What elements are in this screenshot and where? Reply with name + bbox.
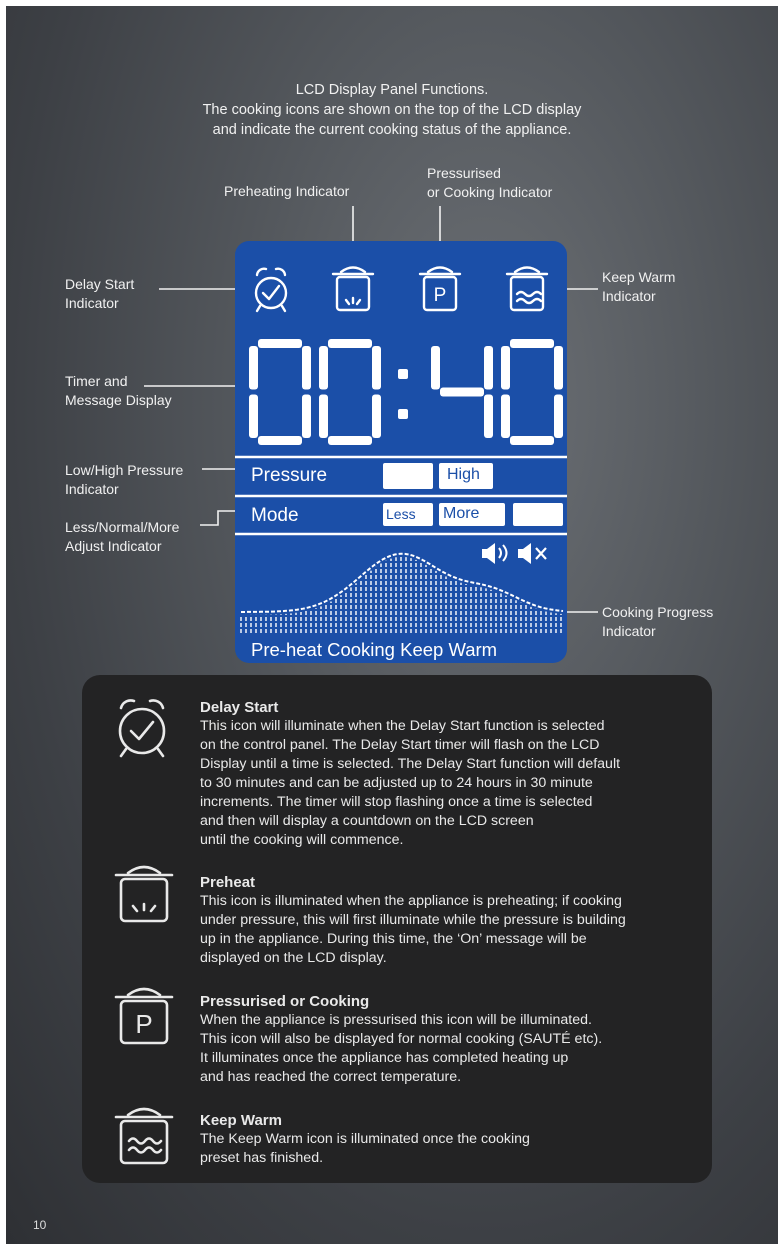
lcd-segment xyxy=(554,395,563,439)
delay-start-icon xyxy=(112,695,172,761)
callout-preheating-line: Preheating Indicator xyxy=(224,183,350,199)
entry-line: This icon will illuminate when the Delay Start function is selected xyxy=(200,718,605,734)
lcd-alarm-clock-icon xyxy=(256,269,286,311)
lcd-pressure-label: Pressure xyxy=(251,465,328,486)
callout-timer-line: Timer and xyxy=(65,373,128,389)
callout-progress-line: Indicator xyxy=(602,623,656,639)
entry-text xyxy=(200,1011,700,1087)
intro-line: and indicate the current cooking status of the appliance. xyxy=(212,122,572,138)
lcd-keep-warm-pot-icon xyxy=(507,268,547,311)
entry-line: under pressure, this will first illuminate while the pressure is building xyxy=(200,912,626,928)
callout-progress-line: Cooking Progress xyxy=(602,604,714,620)
lcd-segment xyxy=(501,395,510,439)
lcd-segment xyxy=(319,395,328,439)
lcd-segment xyxy=(319,346,328,390)
entry-pressurised xyxy=(200,992,700,1087)
callout-pressurised xyxy=(427,164,552,202)
lcd-mode-extra-box xyxy=(513,503,563,526)
lcd-segment xyxy=(501,346,510,390)
lcd-progress-graph xyxy=(241,554,563,633)
lcd-segment xyxy=(372,395,381,439)
lcd-progress-label: Pre-heat Cooking Keep Warm xyxy=(251,639,498,660)
lcd-digits xyxy=(249,339,563,445)
lcd-segment xyxy=(249,346,258,390)
lcd-segment xyxy=(258,436,302,445)
entry-line: on the control panel. The Delay Start timer will flash on the LCD xyxy=(200,737,600,753)
lcd-segment xyxy=(510,339,554,348)
entry-line: to 30 minutes and can be adjusted up to 24 hours in 30 minute xyxy=(200,775,593,791)
entry-line: up in the appliance. During this time, the ‘On’ message will be xyxy=(200,931,587,947)
entry-preheat xyxy=(200,873,700,968)
svg-text:P: P xyxy=(135,1009,153,1039)
lcd-panel xyxy=(235,241,567,663)
callout-pressurised-line: Pressurised xyxy=(427,165,501,181)
lcd-preheat-pot-icon xyxy=(333,268,373,311)
lcd-segment xyxy=(258,339,302,348)
lcd-segment xyxy=(302,395,311,439)
callout-timer-line: Message Display xyxy=(65,392,172,408)
callout-delay-start xyxy=(65,275,134,313)
lcd-segment xyxy=(302,346,311,390)
callout-timer xyxy=(65,372,172,410)
callout-pressurised-line: or Cooking Indicator xyxy=(427,184,553,200)
entry-title: Preheat xyxy=(200,874,256,891)
intro-text xyxy=(6,80,778,140)
leader-line-adjust xyxy=(200,511,238,525)
manual-page xyxy=(6,6,778,1244)
entry-line: Display until a time is selected. The Delay Start function will default xyxy=(200,756,621,772)
lcd-pressure-high-box: High xyxy=(439,463,493,489)
callout-pressure-line: Low/High Pressure xyxy=(65,462,184,478)
entry-line: increments. The timer will stop flashing once a time is selected xyxy=(200,794,593,810)
entry-text xyxy=(200,717,700,850)
entry-line: This icon is illuminated when the appliance is preheating; if cooking xyxy=(200,893,622,909)
intro-line: LCD Display Panel Functions. xyxy=(295,82,489,98)
pressurised-icon xyxy=(112,985,176,1047)
callout-progress xyxy=(602,603,713,641)
icon-descriptions-panel xyxy=(82,675,712,1183)
lcd-mode-more-box: More xyxy=(439,503,505,526)
callout-pressure-line: Indicator xyxy=(65,481,119,497)
lcd-segment xyxy=(554,346,563,390)
callout-keep-warm xyxy=(602,268,675,306)
lcd-sound-on-waves xyxy=(499,545,507,561)
lcd-segment xyxy=(328,339,372,348)
lcd-progress-outline xyxy=(241,554,563,612)
lcd-sound-on-icon xyxy=(482,543,495,564)
keep-warm-icon xyxy=(112,1105,176,1167)
lcd-mode-label: Mode xyxy=(251,505,299,526)
entry-text xyxy=(200,892,700,968)
entry-line: The Keep Warm icon is illuminated once the cooking xyxy=(200,1131,530,1147)
entry-line: When the appliance is pressurised this icon will be illuminated. xyxy=(200,1012,592,1028)
callout-preheating xyxy=(224,182,349,201)
callout-delay-start-line: Indicator xyxy=(65,295,119,311)
lcd-segment xyxy=(510,436,554,445)
entry-line: It illuminates once the appliance has completed heating up xyxy=(200,1050,569,1066)
entry-line: displayed on the LCD display. xyxy=(200,950,387,966)
callout-adjust-line: Adjust Indicator xyxy=(65,538,162,554)
callout-adjust-line: Less/Normal/More xyxy=(65,519,180,535)
lcd-sound-off-cross xyxy=(536,548,546,559)
lcd-segment xyxy=(431,346,440,390)
lcd-pressure-p-glyph: P xyxy=(433,285,447,306)
callout-pressure xyxy=(65,461,183,499)
intro-line: The cooking icons are shown on the top of the LCD display xyxy=(202,102,582,118)
entry-title: Delay Start xyxy=(200,699,279,716)
lcd-graphics xyxy=(235,241,567,663)
entry-keep-warm xyxy=(200,1111,700,1168)
entry-title: Pressurised or Cooking xyxy=(200,993,370,1010)
callout-delay-start-line: Delay Start xyxy=(65,276,135,292)
callout-adjust xyxy=(65,518,179,556)
callout-keep-warm-line: Keep Warm xyxy=(602,269,676,285)
entry-line: and then will display a countdown on the LCD screen xyxy=(200,813,534,829)
entry-title: Keep Warm xyxy=(200,1112,282,1129)
lcd-segment xyxy=(328,436,372,445)
lcd-sound-off-icon xyxy=(518,543,531,564)
page-number: 10 xyxy=(33,1218,47,1232)
lcd-pressure-low-box xyxy=(383,463,433,489)
callout-keep-warm-line: Indicator xyxy=(602,288,656,304)
preheat-icon xyxy=(112,863,176,925)
lcd-segment xyxy=(440,388,484,397)
entry-line: until the cooking will commence. xyxy=(200,832,404,848)
lcd-mode-less-box: Less xyxy=(383,503,433,526)
lcd-colon-dot xyxy=(398,409,408,419)
entry-text xyxy=(200,1130,700,1168)
entry-delay-start xyxy=(200,698,700,850)
lcd-segment xyxy=(484,346,493,390)
lcd-segment xyxy=(372,346,381,390)
entry-line: and has reached the correct temperature. xyxy=(200,1069,462,1085)
lcd-colon-dot xyxy=(398,369,408,379)
entry-line: preset has finished. xyxy=(200,1150,324,1166)
lcd-segment xyxy=(484,395,493,439)
lcd-segment xyxy=(249,395,258,439)
entry-line: This icon will also be displayed for normal cooking (SAUTÉ etc). xyxy=(200,1031,603,1047)
